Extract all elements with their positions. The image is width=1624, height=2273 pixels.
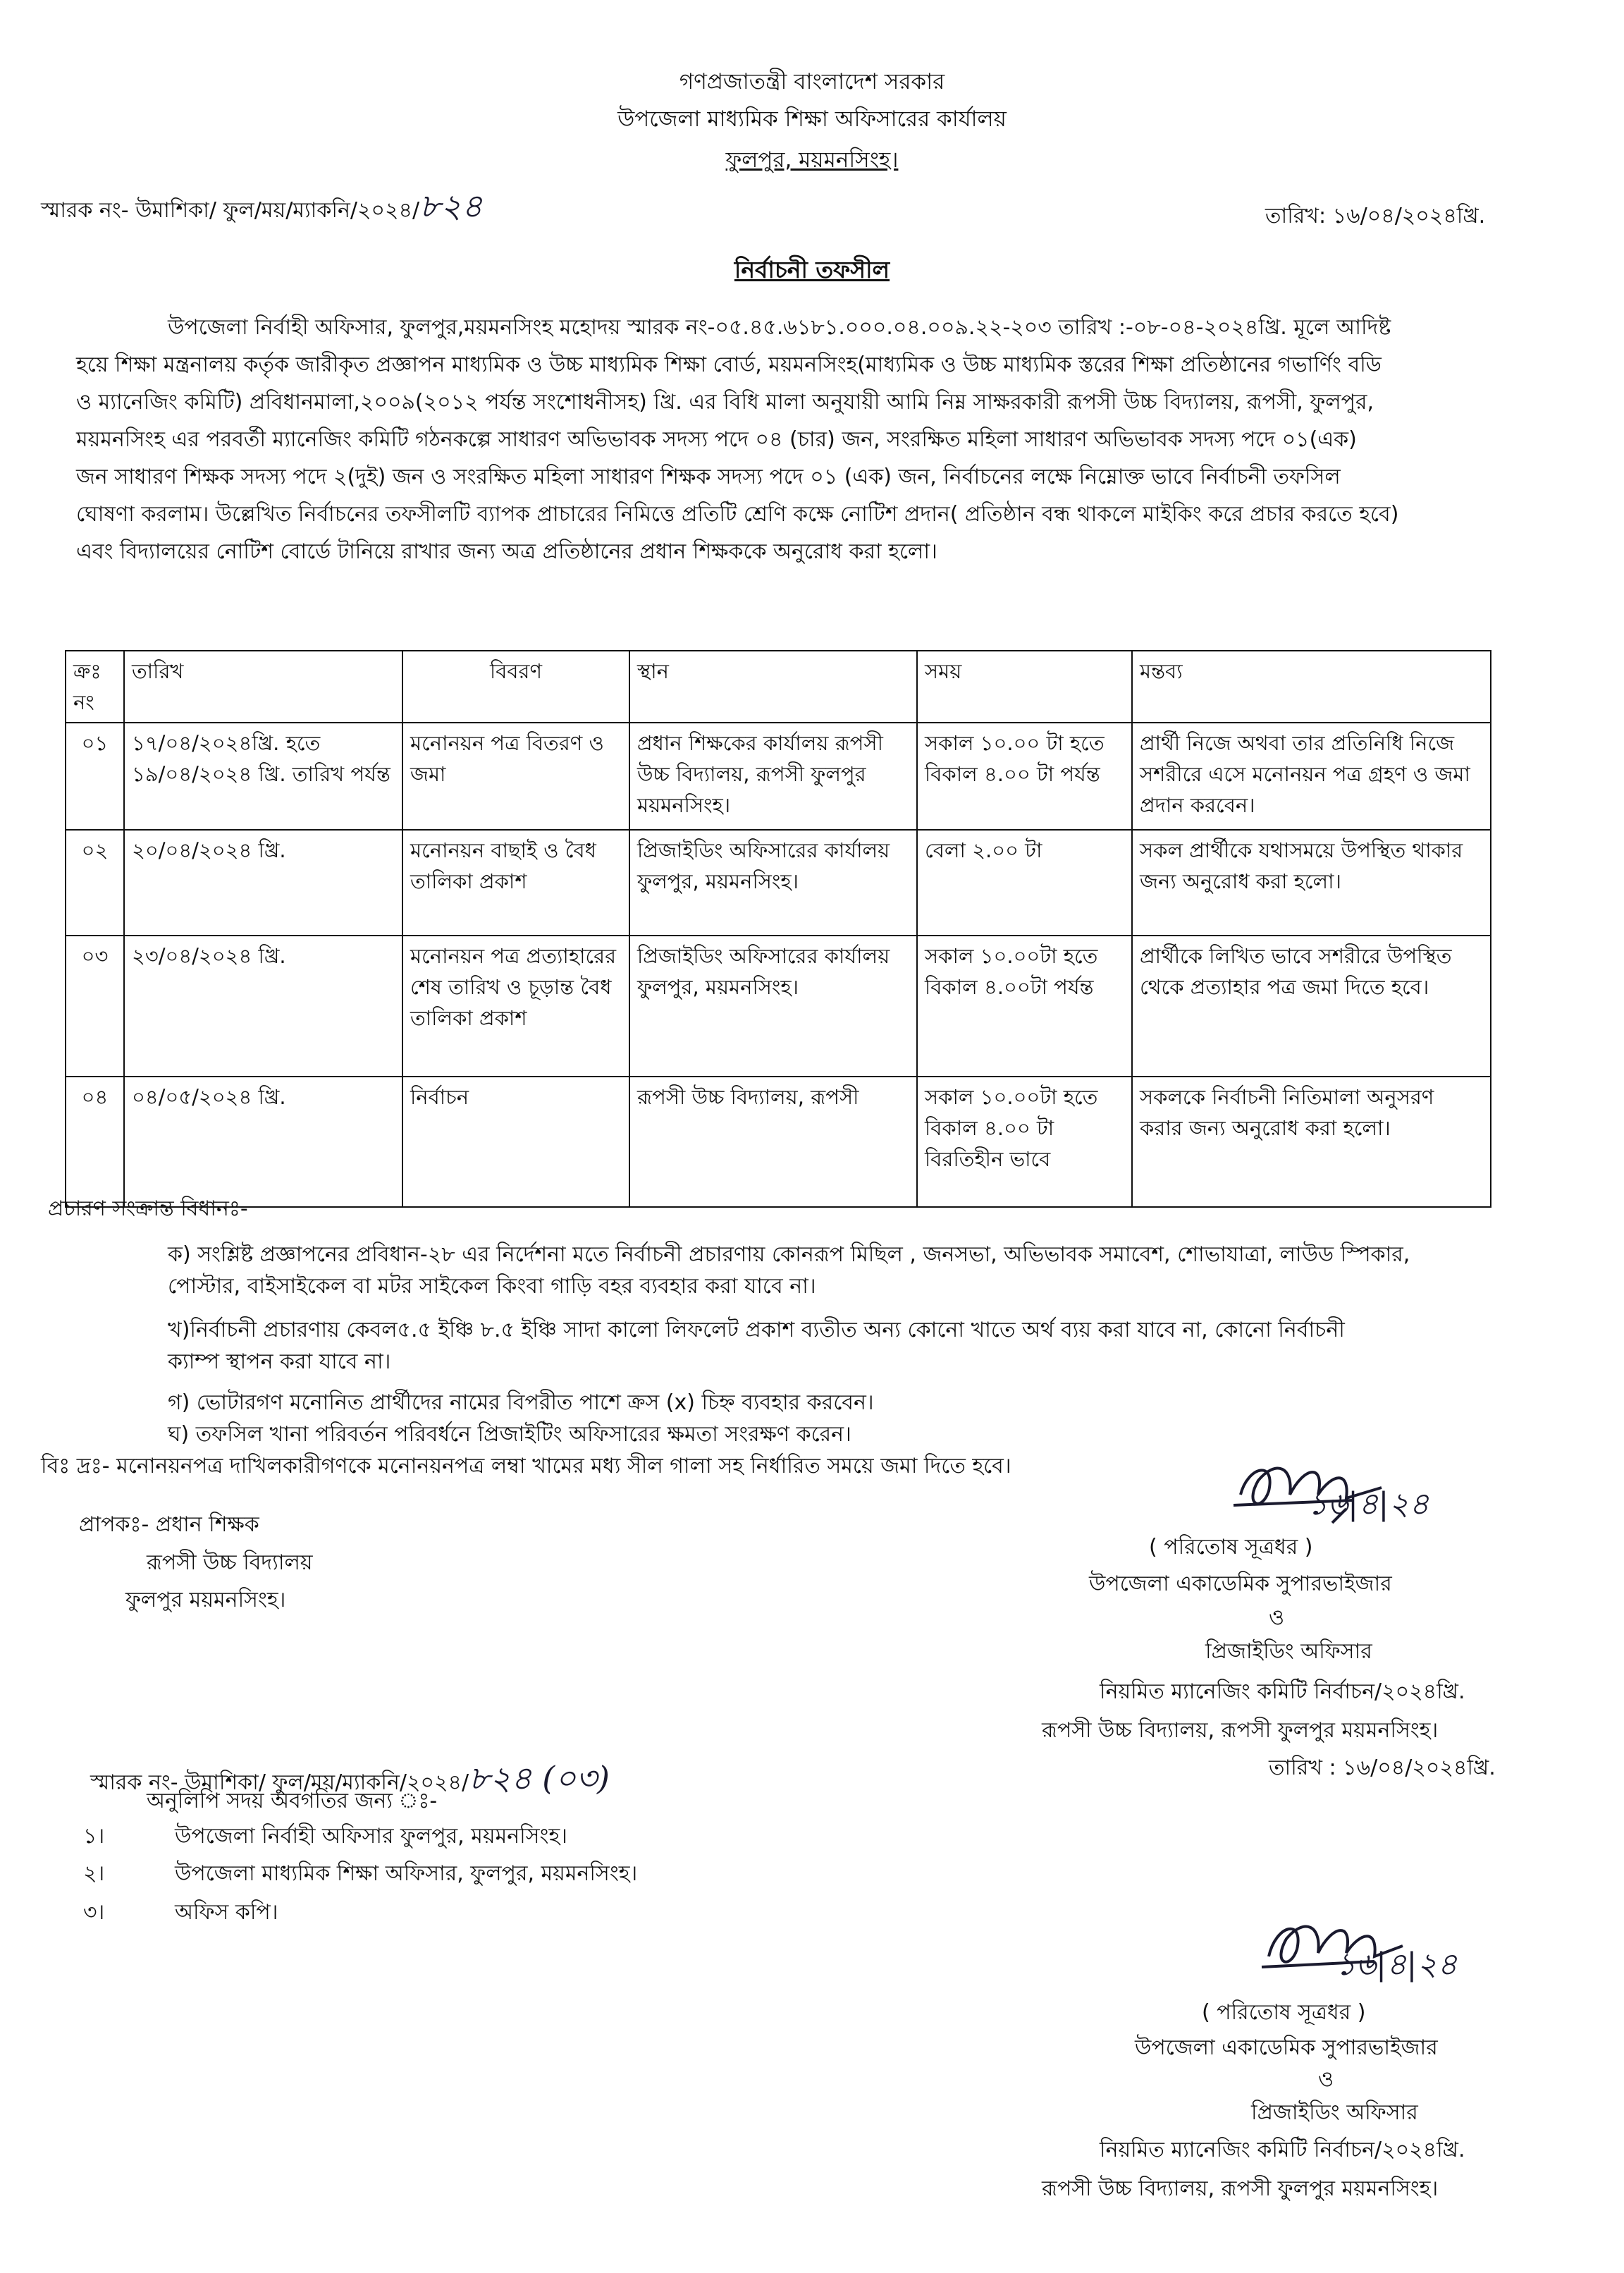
cell-date: ১৭/০৪/২০২৪খ্রি. হতে ১৯/০৪/২০২৪ খ্রি. তারিখ পর্যন্ত bbox=[124, 723, 402, 830]
cell-time: সকাল ১০.০০টা হতে বিকাল ৪.০০ টা বিরতিহীন ভাবে bbox=[917, 1077, 1132, 1207]
copy-item-text: অফিস কপি। bbox=[175, 1900, 278, 1925]
table-row bbox=[66, 830, 1491, 936]
copy-memo-date: তারিখ : ১৬/০৪/২০২৪খ্রি. bbox=[1269, 1756, 1496, 1780]
cell-remarks: সকল প্রার্থীকে যথাসময়ে উপস্থিত থাকার জন্য অনুরোধ করা হলো। bbox=[1132, 830, 1491, 936]
copy-heading: অনুলিপি সদয় অবগতির জন্য ঃ- bbox=[147, 1789, 438, 1813]
signatory-school: রূপসী উচ্চ বিদ্যালয়, রূপসী ফুলপুর ময়মনসিংহ। bbox=[1042, 1718, 1439, 1743]
cell-description: মনোনয়ন বাছাই ও বৈধ তালিকা প্রকাশ bbox=[402, 830, 629, 936]
election-schedule-table bbox=[65, 650, 1491, 1208]
office-location: ফুলপুর, ময়মনসিংহ। bbox=[725, 147, 899, 173]
office-name: উপজেলা মাধ্যমিক শিক্ষা অফিসারের কার্যালয় bbox=[617, 106, 1007, 132]
signatory-role: প্রিজাইডিং অফিসার bbox=[1205, 1639, 1372, 1664]
campaign-rule-kha: খ)নির্বাচনী প্রচারণায় কেবল৫.৫ ইঞ্চি ৮.৫ ইঞ্চি সাদা কালো লিফলেট প্রকাশ ব্যতীত অন্য কোনো খাতে অর্থ ব্যয় করা যাবে না, কোনো নির্বাচনী bbox=[168, 1318, 1345, 1342]
signatory-committee: নিয়মিত ম্যানেজিং কমিটি নির্বাচন/২০২৪খ্রি. bbox=[1100, 1679, 1465, 1704]
copy-item-text: উপজেলা নির্বাহী অফিসার ফুলপুর, ময়মনসিংহ। bbox=[175, 1824, 567, 1849]
signature-1-date: ১৬|৪|২৪ bbox=[1308, 1486, 1429, 1522]
cell-time: বেলা ২.০০ টা bbox=[917, 830, 1132, 936]
recipient-school: রূপসী উচ্চ বিদ্যালয় bbox=[147, 1550, 313, 1575]
cell-place: প্রধান শিক্ষকের কার্যালয় রূপসী উচ্চ বিদ্যালয়, রূপসী ফুলপুর ময়মনসিংহ। bbox=[629, 723, 917, 830]
memo-handwritten-number: ৮২৪ bbox=[419, 187, 483, 225]
cell-description: নির্বাচন bbox=[402, 1077, 629, 1207]
signatory-school-2: রূপসী উচ্চ বিদ্যালয়, রূপসী ফুলপুর ময়মনসিংহ। bbox=[1042, 2176, 1439, 2201]
campaign-rule-gha: ঘ) তফসিল খানা পরিবর্তন পরিবর্ধনে প্রিজাইটিং অফিসারের ক্ষমতা সংরক্ষণ করেন। bbox=[168, 1422, 851, 1447]
body-line: জন সাধারণ শিক্ষক সদস্য পদে ২(দুই) জন ও সংরক্ষিত মহিলা সাধারণ শিক্ষক সদস্য পদে ০১ (এক) জন, নির্বাচনের লক্ষে নিম্নোক্ত ভাবে নির্বাচনী তফসিল bbox=[76, 465, 1341, 489]
memo-number bbox=[41, 182, 483, 235]
signatory-name: ( পরিতোষ সূত্রধর ) bbox=[1149, 1535, 1313, 1560]
cell-time: সকাল ১০.০০ টা হতে বিকাল ৪.০০ টা পর্যন্ত bbox=[917, 723, 1132, 830]
signatory-role-2: প্রিজাইডিং অফিসার bbox=[1251, 2100, 1418, 2125]
special-note: বিঃ দ্রঃ- মনোনয়নপত্র দাখিলকারীগণকে মনোনয়নপত্র লম্বা খামের মধ্য সীল গালা সহ নির্ধারিত সময়ে জমা দিতে হবে। bbox=[41, 1454, 1011, 1478]
cell-description: মনোনয়ন পত্র বিতরণ ও জমা bbox=[402, 723, 629, 830]
copy-memo-handwritten-number: ৮২৪ (০৩) bbox=[469, 1759, 610, 1797]
memo-prefix: স্মারক নং- উমাশিকা/ ফুল/ময়/ম্যাকনি/২০২৪/ bbox=[41, 198, 420, 223]
body-line: হয়ে শিক্ষা মন্ত্রনালয় কর্তৃক জারীকৃত প্রজ্ঞাপন মাধ্যমিক ও উচ্চ মাধ্যমিক শিক্ষা বোর্ড, ময়মনসিংহ(মাধ্যমিক ও উচ্চ মাধ্যমিক স্তরের শিক্ষা প্রতিষ্ঠানের গভার্ণিং বডি bbox=[76, 353, 1382, 377]
govt-name: গণপ্রজাতন্ত্রী বাংলাদেশ সরকার bbox=[679, 69, 945, 94]
copy-item-number: ১। bbox=[83, 1824, 105, 1849]
table-header-row bbox=[66, 651, 1491, 723]
campaign-rule-kha-cont: ক্যাম্প স্থাপন করা যাবে না। bbox=[168, 1349, 391, 1374]
table-row bbox=[66, 1077, 1491, 1207]
col-header-remarks: মন্তব্য bbox=[1132, 651, 1491, 723]
cell-place: প্রিজাইডিং অফিসারের কার্যালয় ফুলপুর, ময়মনসিংহ। bbox=[629, 936, 917, 1077]
signatory-and-2: ও bbox=[1318, 2067, 1334, 2092]
col-header-description: বিবরণ bbox=[402, 651, 629, 723]
cell-serial: ০৩ bbox=[66, 936, 124, 1077]
cell-remarks: সকলকে নির্বাচনী নিতিমালা অনুসরণ করার জন্য অনুরোধ করা হলো। bbox=[1132, 1077, 1491, 1207]
col-header-date: তারিখ bbox=[124, 651, 402, 723]
document-title-text: নির্বাচনী তফসীল bbox=[734, 256, 890, 283]
signatory-and: ও bbox=[1269, 1605, 1285, 1630]
body-paragraph bbox=[76, 309, 1549, 570]
cell-serial: ০১ bbox=[66, 723, 124, 830]
signatory-name-2: ( পরিতোষ সূত্রধর ) bbox=[1202, 2000, 1366, 2025]
cell-place: রূপসী উচ্চ বিদ্যালয়, রূপসী bbox=[629, 1077, 917, 1207]
body-line: উপজেলা নির্বাহী অফিসার, ফুলপুর,ময়মনসিংহ মহোদয় স্মারক নং-০৫.৪৫.৬১৮১.০০০.০৪.০০৯.২২-২০৩ তারিখ :-০৮-০৪-২০২৪খ্রি. মূলে আদিষ্ট bbox=[168, 315, 1391, 340]
table-row bbox=[66, 723, 1491, 830]
signatory-committee-2: নিয়মিত ম্যানেজিং কমিটি নির্বাচন/২০২৪খ্রি. bbox=[1100, 2138, 1465, 2162]
copy-item-text: উপজেলা মাধ্যমিক শিক্ষা অফিসার, ফুলপুর, ময়মনসিংহ। bbox=[175, 1861, 638, 1886]
signatory-title-2: উপজেলা একাডেমিক সুপারভাইজার bbox=[1135, 2035, 1438, 2060]
cell-remarks: প্রার্থীকে লিখিত ভাবে সশরীরে উপস্থিত থেকে প্রত্যাহার পত্র জমা দিতে হবে। bbox=[1132, 936, 1491, 1077]
table-row bbox=[66, 936, 1491, 1077]
cell-description: মনোনয়ন পত্র প্রত্যাহারের শেষ তারিখ ও চূড়ান্ত বৈধ তালিকা প্রকাশ bbox=[402, 936, 629, 1077]
copy-memo-prefix: স্মারক নং- উমাশিকা/ ফুল/ময়/ম্যাকনি/২০২৪/ bbox=[90, 1770, 469, 1795]
campaign-rule-ka: ক) সংশ্লিষ্ট প্রজ্ঞাপনের প্রবিধান-২৮ এর নির্দেশনা মতে নির্বাচনী প্রচারণায় কোনরূপ মিছিল , জনসভা, অভিভাবক সমাবেশ, শোভাযাত্রা, লাউড স্পিকার, bbox=[168, 1242, 1410, 1267]
col-header-place: স্থান bbox=[629, 651, 917, 723]
cell-serial: ০৪ bbox=[66, 1077, 124, 1207]
document-title bbox=[0, 252, 1624, 291]
memo-date: তারিখ: ১৬/০৪/২০২৪খ্রি. bbox=[1265, 204, 1486, 228]
body-line: ময়মনসিংহ এর পরবর্তী ম্যানেজিং কমিটি গঠনকল্পে সাধারণ অভিভাবক সদস্য পদে ০৪ (চার) জন, সংরক্ষিত মহিলা সাধারণ অভিভাবক সদস্য পদে ০১(এক) bbox=[76, 427, 1357, 452]
copy-item-number: ৩। bbox=[83, 1900, 105, 1925]
cell-date: ২৩/০৪/২০২৪ খ্রি. bbox=[124, 936, 402, 1077]
signatory-title: উপজেলা একাডেমিক সুপারভাইজার bbox=[1089, 1572, 1392, 1596]
campaign-rule-ga: গ) ভোটারগণ মনোনিত প্রার্থীদের নামের বিপরীত পাশে ক্রস (x) চিহ্ন ব্যবহার করবেন। bbox=[168, 1390, 874, 1415]
signature-2-date: ১৬|৪|২৪ bbox=[1336, 1947, 1458, 1983]
campaign-rule-ka-cont: পোস্টার, বাইসাইকেল বা মটর সাইকেল কিংবা গাড়ি বহর ব্যবহার করা যাবে না। bbox=[168, 1274, 816, 1299]
campaign-heading: প্রচারণ সংক্রান্ত বিধানঃ- bbox=[48, 1196, 248, 1221]
body-line: এবং বিদ্যালয়ের নোটিশ বোর্ডে টানিয়ে রাখার জন্য অত্র প্রতিষ্ঠানের প্রধান শিক্ষককে অনুরোধ করা হলো। bbox=[76, 539, 937, 564]
col-header-time: সময় bbox=[917, 651, 1132, 723]
copy-item-number: ২। bbox=[83, 1861, 105, 1886]
body-line: ঘোষণা করলাম। উল্লেখিত নির্বাচনের তফসীলটি ব্যাপক প্রাচারের নিমিত্তে প্রতিটি শ্রেণি কক্ষে নোটিশ প্রদান( প্রতিষ্ঠান বন্ধ থাকলে মাইকিং করে প্রচার করতে হবে) bbox=[76, 502, 1399, 527]
col-header-serial: ক্রঃ নং bbox=[66, 651, 124, 723]
recipient-label: প্রাপকঃ- প্রধান শিক্ষক bbox=[79, 1512, 259, 1537]
body-line: ও ম্যানেজিং কমিটি) প্রবিধানমালা,২০০৯(২০১২ পর্যন্ত সংশোধনীসহ) খ্রি. এর বিধি মালা অনুযায়ী আমি নিম্ন সাক্ষরকারী রূপসী উচ্চ বিদ্যালয়, রূপসী, ফুলপুর, bbox=[76, 390, 1374, 415]
cell-serial: ০২ bbox=[66, 830, 124, 936]
cell-remarks: প্রার্থী নিজে অথবা তার প্রতিনিধি নিজে সশরীরে এসে মনোনয়ন পত্র গ্রহণ ও জমা প্রদান করবেন। bbox=[1132, 723, 1491, 830]
cell-date: ০৪/০৫/২০২৪ খ্রি. bbox=[124, 1077, 402, 1207]
recipient-location: ফুলপুর ময়মনসিংহ। bbox=[125, 1588, 286, 1612]
cell-place: প্রিজাইডিং অফিসারের কার্যালয় ফুলপুর, ময়মনসিংহ। bbox=[629, 830, 917, 936]
cell-time: সকাল ১০.০০টা হতে বিকাল ৪.০০টা পর্যন্ত bbox=[917, 936, 1132, 1077]
cell-date: ২০/০৪/২০২৪ খ্রি. bbox=[124, 830, 402, 936]
